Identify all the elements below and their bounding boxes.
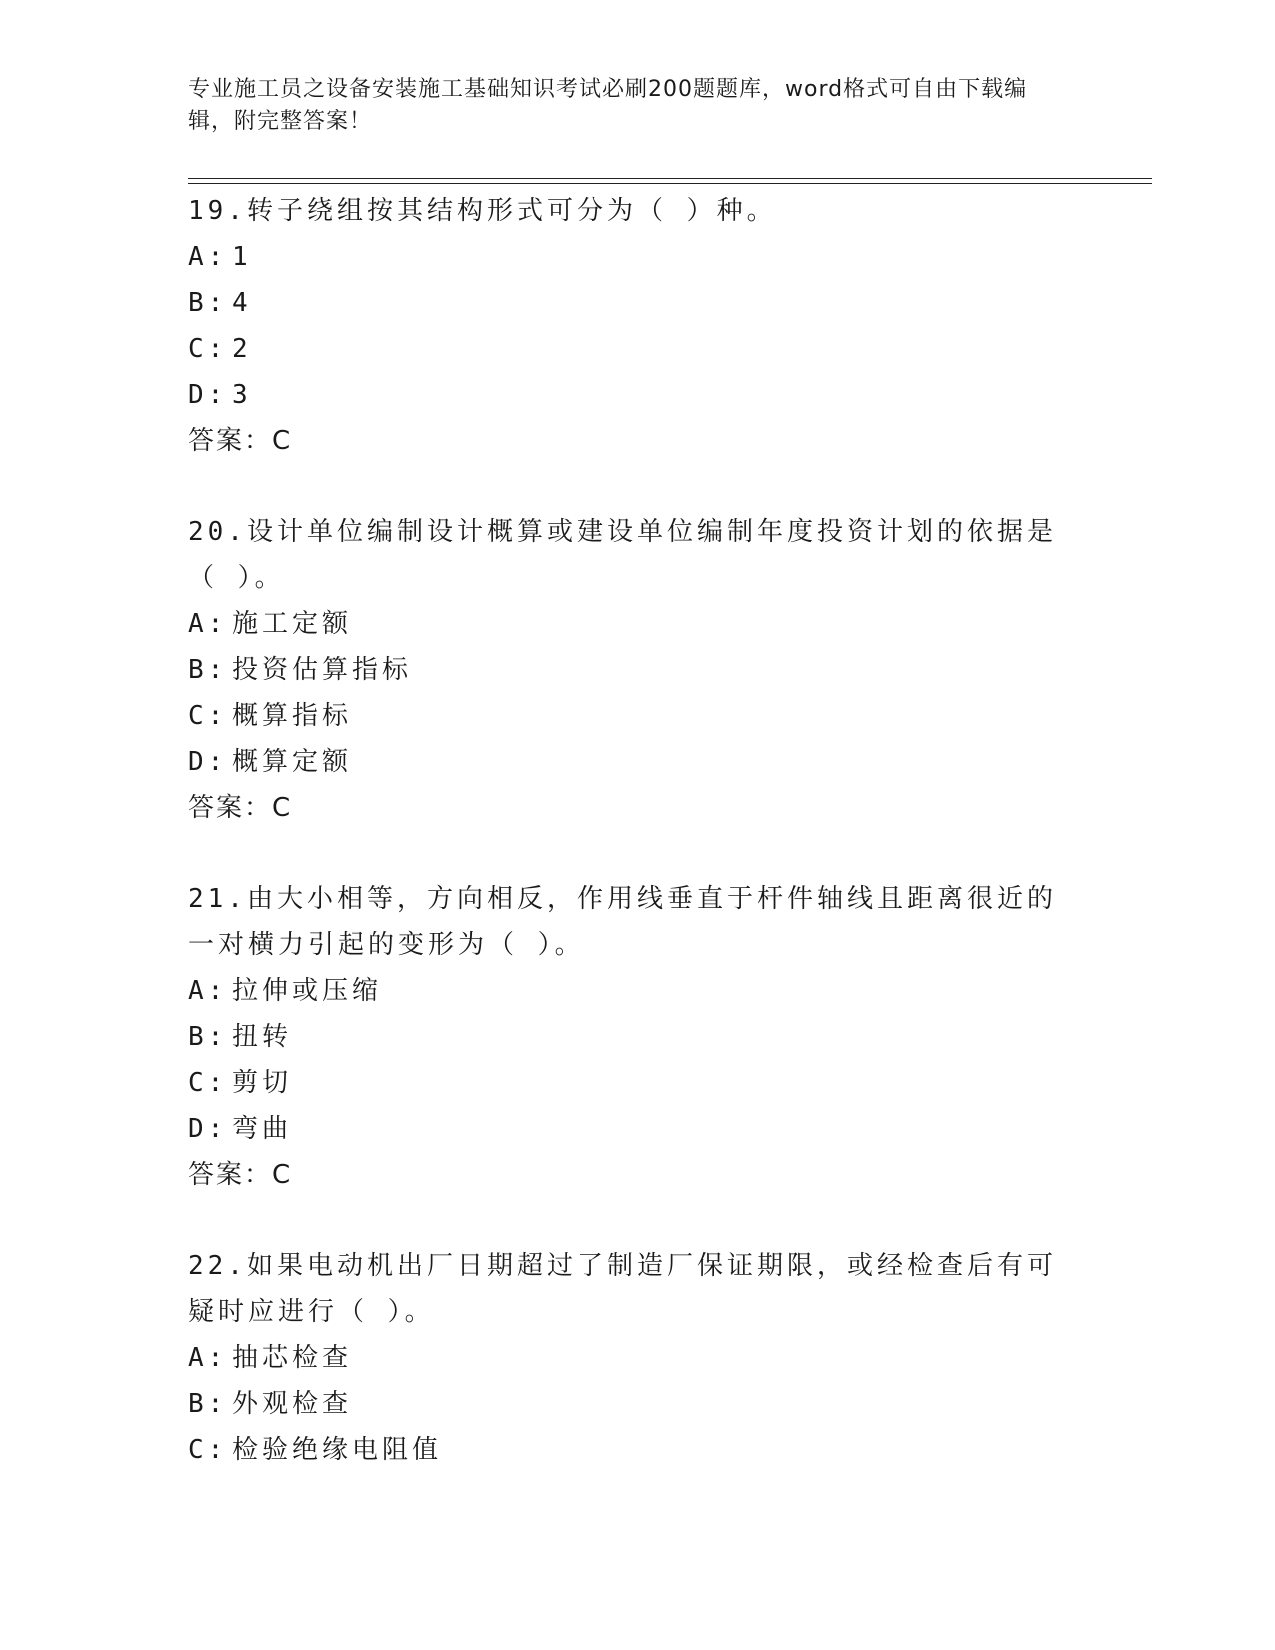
question-21 bbox=[188, 876, 1088, 1198]
question-stem: 22.如果电动机出厂日期超过了制造厂保证期限，或经检查后有可疑时应进行（ ）。 bbox=[188, 1251, 1057, 1327]
question-19 bbox=[188, 188, 1088, 464]
option-text: 施工定额 bbox=[232, 609, 353, 639]
question-stem: 20.设计单位编制设计概算或建设单位编制年度投资计划的依据是（ ）。 bbox=[188, 517, 1057, 593]
option-key: B: bbox=[188, 1389, 228, 1419]
option-text: 扭转 bbox=[232, 1022, 293, 1052]
option-key: A: bbox=[188, 976, 228, 1006]
option-text: 剪切 bbox=[232, 1068, 293, 1098]
option-text: 拉伸或压缩 bbox=[232, 976, 383, 1006]
option-text: 外观检查 bbox=[232, 1389, 353, 1419]
option-b bbox=[188, 1014, 1088, 1060]
document-header: 专业施工员之设备安装施工基础知识考试必刷200题题库，word格式可自由下载编辑，附完整答案！ bbox=[188, 77, 1028, 134]
option-key: C: bbox=[188, 701, 228, 731]
question-stem: 21.由大小相等，方向相反，作用线垂直于杆件轴线且距离很近的一对横力引起的变形为（ ）。 bbox=[188, 884, 1057, 960]
option-d bbox=[188, 372, 1088, 418]
option-text: 投资估算指标 bbox=[232, 655, 413, 685]
answer-line: 答案：C bbox=[188, 426, 293, 456]
answer-line: 答案：C bbox=[188, 1160, 293, 1190]
question-22 bbox=[188, 1243, 1088, 1473]
option-key: B: bbox=[188, 288, 228, 318]
option-key: C: bbox=[188, 1435, 228, 1465]
option-c bbox=[188, 1427, 1088, 1473]
option-text: 3 bbox=[232, 380, 252, 410]
option-text: 概算定额 bbox=[232, 747, 353, 777]
option-text: 抽芯检查 bbox=[232, 1343, 353, 1373]
header-divider-top bbox=[188, 178, 1152, 179]
question-stem: 19.转子绕组按其结构形式可分为（ ）种。 bbox=[188, 196, 777, 226]
option-b bbox=[188, 1381, 1088, 1427]
option-text: 2 bbox=[232, 334, 252, 364]
option-key: D: bbox=[188, 380, 228, 410]
option-key: D: bbox=[188, 1114, 228, 1144]
option-a bbox=[188, 968, 1088, 1014]
option-key: C: bbox=[188, 334, 228, 364]
question-20 bbox=[188, 509, 1088, 831]
option-d bbox=[188, 739, 1088, 785]
option-key: B: bbox=[188, 655, 228, 685]
option-c bbox=[188, 326, 1088, 372]
option-key: A: bbox=[188, 609, 228, 639]
option-text: 检验绝缘电阻值 bbox=[232, 1435, 443, 1465]
option-a bbox=[188, 1335, 1088, 1381]
option-b bbox=[188, 280, 1088, 326]
option-d bbox=[188, 1106, 1088, 1152]
header-divider-bottom bbox=[188, 183, 1152, 184]
option-text: 概算指标 bbox=[232, 701, 353, 731]
option-key: D: bbox=[188, 747, 228, 777]
option-a bbox=[188, 234, 1088, 280]
option-key: C: bbox=[188, 1068, 228, 1098]
option-key: B: bbox=[188, 1022, 228, 1052]
option-c bbox=[188, 693, 1088, 739]
option-a bbox=[188, 601, 1088, 647]
option-text: 4 bbox=[232, 288, 252, 318]
answer-line: 答案：C bbox=[188, 793, 293, 823]
option-key: A: bbox=[188, 242, 228, 272]
option-c bbox=[188, 1060, 1088, 1106]
option-text: 弯曲 bbox=[232, 1114, 293, 1144]
option-text: 1 bbox=[232, 242, 252, 272]
question-list bbox=[188, 188, 1088, 1518]
option-key: A: bbox=[188, 1343, 228, 1373]
option-b bbox=[188, 647, 1088, 693]
